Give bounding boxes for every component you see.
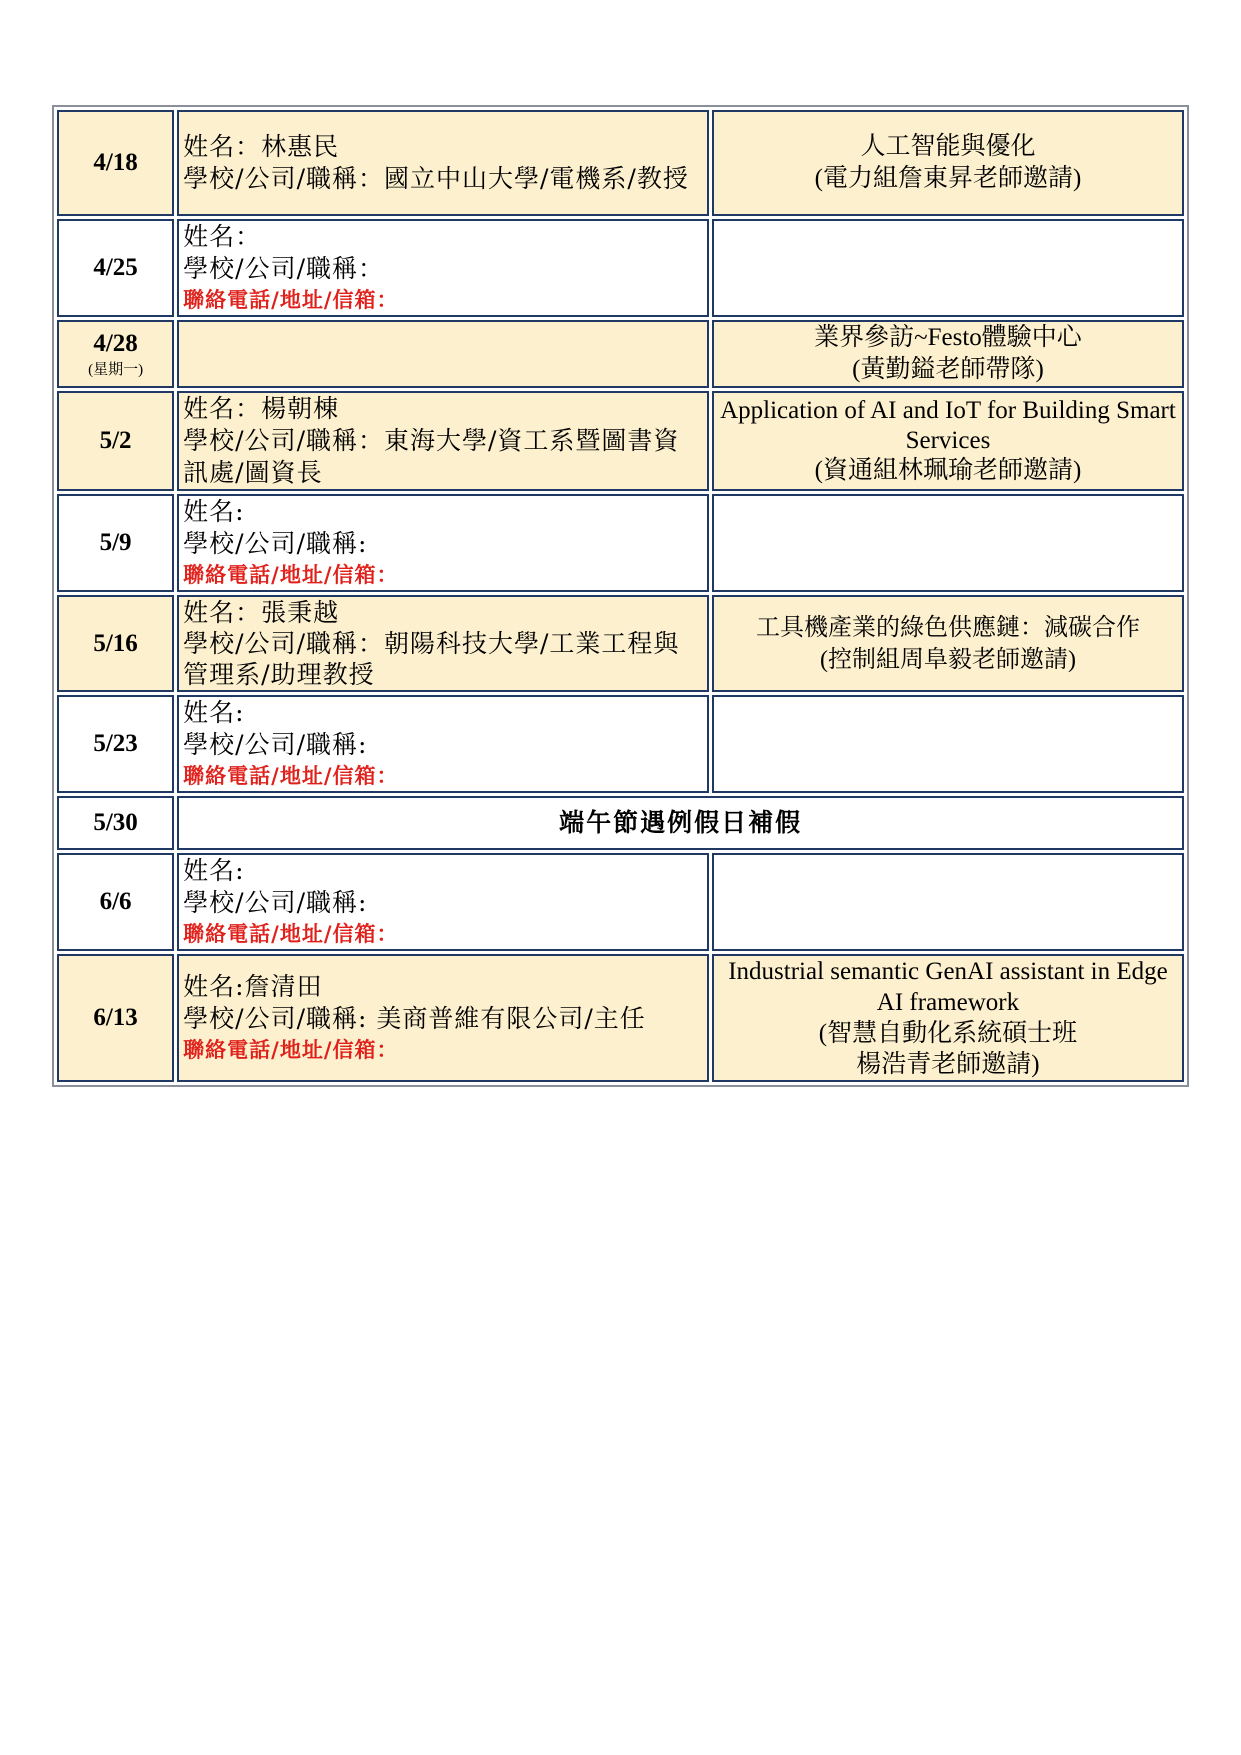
speaker-name: 姓名: [183,497,245,526]
speaker-affiliation: 學校/公司/職稱：國立中山大學/電機系/教授 [183,164,689,193]
contact-label: 聯絡電話/地址/信箱： [183,763,399,788]
date-cell: 5/2 [57,391,174,491]
speaker-affiliation: 學校/公司/職稱：東海大學/資工系暨圖書資訊處/圖資長 [183,426,680,487]
topic-cell [712,320,1184,388]
speaker-affiliation: 學校/公司/職稱: [183,529,368,558]
contact-label: 聯絡電話/地址/信箱： [183,921,399,946]
topic-cell [712,219,1184,317]
topic-cell [712,954,1184,1082]
speaker-affiliation: 學校/公司/職稱：朝陽科技大學/工業工程與管理系/助理教授 [183,629,680,689]
table-row [57,494,1184,592]
speaker-cell [177,110,709,216]
topic-title: Industrial semantic GenAI assistant in Edge AI framework [728,958,1168,1016]
speaker-cell [177,320,709,388]
date-cell: 4/25 [57,219,174,317]
date-cell: 6/6 [57,853,174,951]
topic-inviter: (智慧自動化系統碩士班 [818,1020,1078,1047]
date-cell: 5/9 [57,494,174,592]
schedule-document [52,105,1189,1087]
speaker-affiliation: 學校/公司/職稱: 美商普維有限公司/主任 [183,1004,646,1033]
topic-title: 人工智能與優化 [860,133,1036,160]
table-row [57,219,1184,317]
topic-cell [712,110,1184,216]
speaker-affiliation: 學校/公司/職稱: [183,888,368,917]
date-cell: 4/18 [57,110,174,216]
table-row [57,595,1184,692]
speaker-cell [177,695,709,793]
topic-inviter-name: 楊浩青老師邀請) [856,1051,1040,1078]
topic-title: 工具機產業的綠色供應鏈：減碳合作 [755,614,1140,641]
table-row [57,320,1184,388]
contact-label: 聯絡電話/地址/信箱： [183,287,399,312]
date-cell [57,320,174,388]
speaker-name: 姓名: [183,856,245,885]
topic-inviter: (資通組林珮瑜老師邀請) [814,457,1082,484]
contact-label: 聯絡電話/地址/信箱： [183,1037,399,1062]
seminar-schedule-table [52,105,1189,1087]
date-cell: 5/30 [57,796,174,850]
date-text: 4/28 [93,330,138,357]
date-cell: 6/13 [57,954,174,1082]
topic-inviter: (電力組詹東昇老師邀請) [814,165,1082,192]
speaker-cell [177,219,709,317]
speaker-name: 姓名：林惠民 [183,132,340,161]
speaker-name: 姓名: [183,698,245,727]
table-row [57,695,1184,793]
speaker-affiliation: 學校/公司/職稱: [183,730,368,759]
speaker-cell [177,391,709,491]
speaker-cell [177,853,709,951]
contact-label: 聯絡電話/地址/信箱： [183,562,399,587]
table-row [57,853,1184,951]
topic-cell [712,595,1184,692]
topic-cell [712,695,1184,793]
holiday-notice: 端午節遇例假日補假 [177,796,1184,850]
topic-cell [712,391,1184,491]
speaker-name: 姓名：楊朝棟 [183,394,340,423]
speaker-affiliation: 學校/公司/職稱： [183,254,385,283]
speaker-cell [177,494,709,592]
speaker-name: 姓名:詹清田 [183,972,323,1001]
date-weekday: (星期一) [88,362,144,378]
date-cell: 5/23 [57,695,174,793]
speaker-name: 姓名： [183,222,262,251]
date-cell: 5/16 [57,595,174,692]
topic-inviter: (黃勤鎰老師帶隊) [852,356,1044,383]
table-row [57,954,1184,1082]
speaker-cell [177,595,709,692]
topic-title: 業界參訪~Festo體驗中心 [814,324,1082,351]
table-row [57,796,1184,850]
topic-title: Application of AI and IoT for Building Smart Services [720,397,1176,454]
topic-cell [712,853,1184,951]
table-row [57,391,1184,491]
speaker-name: 姓名：張秉越 [183,598,340,627]
table-row [57,110,1184,216]
speaker-cell [177,954,709,1082]
topic-inviter: (控制組周阜毅老師邀請) [819,646,1076,673]
topic-cell [712,494,1184,592]
